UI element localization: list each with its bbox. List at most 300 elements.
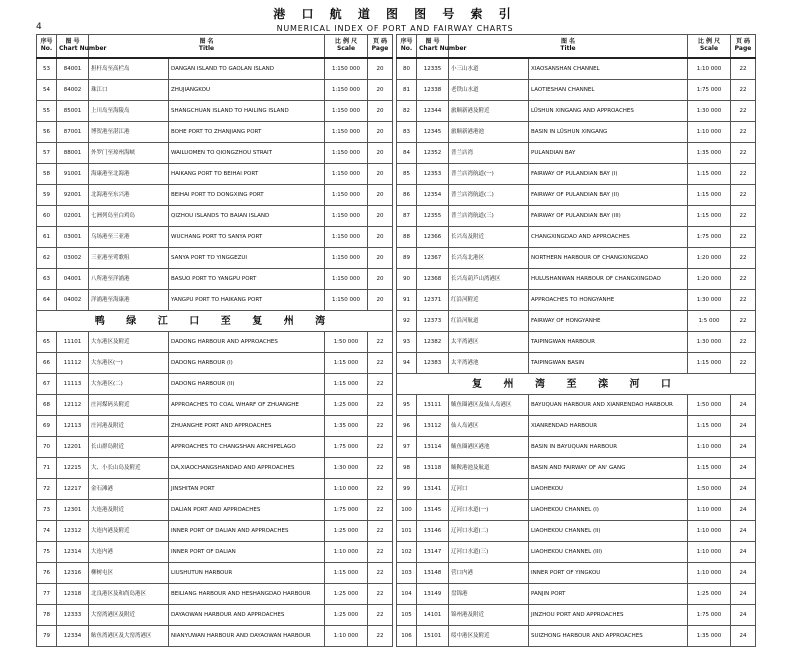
chart-scale: 1:150 000 [325, 227, 368, 248]
chart-title-en: INNER PORT OF DALIAN [169, 542, 325, 563]
header-chart-number [57, 35, 107, 59]
chart-title-zh: 洋浦港至海康港 [89, 290, 169, 311]
chart-title-en: LIAOHEKOU [529, 479, 688, 500]
row-number: 94 [397, 353, 417, 374]
table-row [397, 290, 756, 311]
page-ref: 24 [731, 542, 756, 563]
chart-scale: 1:15 000 [325, 374, 368, 395]
chart-title-zh: 大窑湾港区及附近 [89, 605, 169, 626]
page-ref: 20 [368, 185, 393, 206]
chart-scale: 1:5 000 [688, 311, 731, 332]
table-row [397, 80, 756, 101]
chart-title-zh: 辽河口 [449, 479, 529, 500]
chart-title-en: PULANDIAN BAY [529, 143, 688, 164]
chart-title-en: SANYA PORT TO YINGGEZUI [169, 248, 325, 269]
chart-number: 12382 [417, 332, 449, 353]
chart-title-en: WUCHANG PORT TO SANYA PORT [169, 227, 325, 248]
chart-number: 12353 [417, 164, 449, 185]
page-ref: 20 [368, 58, 393, 80]
chart-title-en: HAIKANG PORT TO BEIHAI PORT [169, 164, 325, 185]
table-row [37, 626, 393, 647]
chart-title-zh: 老铁山水道 [449, 80, 529, 101]
chart-scale: 1:35 000 [688, 143, 731, 164]
row-number: 65 [37, 332, 57, 353]
page-ref: 22 [368, 437, 393, 458]
chart-scale: 1:15 000 [688, 353, 731, 374]
chart-number: 12383 [417, 353, 449, 374]
table-row [37, 584, 393, 605]
chart-scale: 1:20 000 [688, 248, 731, 269]
row-number: 60 [37, 206, 57, 227]
row-number: 88 [397, 227, 417, 248]
chart-title-en: PANJIN PORT [529, 584, 688, 605]
row-number: 71 [37, 458, 57, 479]
page-ref: 20 [368, 248, 393, 269]
header-chart-number-en: Chart Number [59, 45, 107, 52]
chart-title-zh: 三亚港至莺歌咀 [89, 248, 169, 269]
chart-title-zh: 大东港区(一) [89, 353, 169, 374]
page-ref: 22 [368, 395, 393, 416]
chart-number: 13148 [417, 563, 449, 584]
row-number: 83 [397, 122, 417, 143]
table-row [397, 248, 756, 269]
page-ref: 24 [731, 605, 756, 626]
chart-title-zh: 长兴岛及附近 [449, 227, 529, 248]
chart-title-en: APPROACHES TO CHANGSHAN ARCHIPELAGO [169, 437, 325, 458]
chart-number: 12201 [57, 437, 89, 458]
header-title-en: Title [198, 45, 215, 52]
page-ref: 22 [368, 353, 393, 374]
table-row [397, 479, 756, 500]
header-scale-en: Scale [699, 45, 719, 52]
table-row [397, 521, 756, 542]
table-header [397, 35, 756, 59]
chart-title-zh: 太平湾港池 [449, 353, 529, 374]
header-scale-zh: 比 例 尺 [697, 38, 721, 46]
chart-number: 12314 [57, 542, 89, 563]
chart-number: 12354 [417, 185, 449, 206]
chart-title-en: XIAOSANSHAN CHANNEL [529, 58, 688, 80]
chart-title-zh: 上川岛至海陵岛 [89, 101, 169, 122]
chart-number: 13114 [417, 437, 449, 458]
table-row [37, 248, 393, 269]
row-number: 57 [37, 143, 57, 164]
page-ref: 24 [731, 626, 756, 647]
chart-number: 12334 [57, 626, 89, 647]
right-index-table [396, 34, 756, 647]
chart-title-en: LIAOHEKOU CHANNEL (I) [529, 500, 688, 521]
table-row [37, 605, 393, 626]
page-ref: 24 [731, 500, 756, 521]
chart-number: 13118 [417, 458, 449, 479]
table-row [397, 227, 756, 248]
page-ref: 22 [731, 185, 756, 206]
chart-title-en: ZHUJIANGKOU [169, 80, 325, 101]
row-number: 92 [397, 311, 417, 332]
row-number: 55 [37, 101, 57, 122]
table-row [397, 563, 756, 584]
header-chart-number [417, 35, 467, 59]
row-number: 100 [397, 500, 417, 521]
chart-title-en: NORTHERN HARBOUR OF CHANGXINGDAO [529, 248, 688, 269]
page-ref: 22 [731, 80, 756, 101]
header-chart-number-zh: 图 号 [65, 38, 80, 46]
row-number: 81 [397, 80, 417, 101]
chart-scale: 1:35 000 [325, 416, 368, 437]
chart-scale: 1:150 000 [325, 80, 368, 101]
table-row [397, 164, 756, 185]
chart-number: 12312 [57, 521, 89, 542]
chart-title-en: JINSHITAN PORT [169, 479, 325, 500]
page-ref: 22 [368, 479, 393, 500]
chart-scale: 1:150 000 [325, 164, 368, 185]
page-ref: 22 [731, 269, 756, 290]
page-ref: 22 [368, 542, 393, 563]
page-ref: 22 [368, 521, 393, 542]
row-number: 67 [37, 374, 57, 395]
header-scale [325, 35, 368, 59]
table-row [397, 353, 756, 374]
chart-title-en: DALIAN PORT AND APPROACHES [169, 500, 325, 521]
page-ref: 20 [368, 143, 393, 164]
chart-scale: 1:75 000 [688, 605, 731, 626]
header-scale-zh: 比 例 尺 [334, 38, 358, 46]
table-row [37, 290, 393, 311]
table-row [37, 437, 393, 458]
chart-number: 12113 [57, 416, 89, 437]
row-number: 82 [397, 101, 417, 122]
chart-title-zh: 长兴岛北港区 [449, 248, 529, 269]
chart-title-zh: 北良港区及和尚岛港区 [89, 584, 169, 605]
chart-title-en: BEIHAI PORT TO DONGXING PORT [169, 185, 325, 206]
page-ref: 22 [731, 227, 756, 248]
row-number: 104 [397, 584, 417, 605]
page-ref: 22 [368, 605, 393, 626]
chart-number: 12335 [417, 58, 449, 80]
chart-title-en: BAYUQUAN HARBOUR AND XIANRENDAO HARBOUR [529, 395, 688, 416]
chart-number: 15101 [417, 626, 449, 647]
chart-scale: 1:50 000 [688, 395, 731, 416]
chart-number: 12355 [417, 206, 449, 227]
page-ref: 22 [731, 143, 756, 164]
chart-title-en: DANGAN ISLAND TO GAOLAN ISLAND [169, 58, 325, 80]
chart-scale: 1:30 000 [688, 101, 731, 122]
chart-title-zh: 担杆岛至高栏岛 [89, 58, 169, 80]
chart-scale: 1:15 000 [688, 185, 731, 206]
chart-title-zh: 海康港至北海港 [89, 164, 169, 185]
header-seq [397, 35, 417, 59]
chart-title-en: FAIRWAY OF PULANDIAN BAY (III) [529, 206, 688, 227]
header-seq-en: No. [400, 45, 413, 52]
page-ref: 20 [368, 206, 393, 227]
chart-title-zh: 辽河口水道(一) [449, 500, 529, 521]
chart-number: 14101 [417, 605, 449, 626]
chart-title-zh: 乌场港至三亚港 [89, 227, 169, 248]
chart-title-zh: 普兰店湾航道(一) [449, 164, 529, 185]
chart-title-en: BEILIANG HARBOUR AND HESHANGDAO HARBOUR [169, 584, 325, 605]
chart-number: 13145 [417, 500, 449, 521]
chart-number: 13112 [417, 416, 449, 437]
chart-title-en: HULUSHANWAN HARBOUR OF CHANGXINGDAO [529, 269, 688, 290]
chart-number: 12368 [417, 269, 449, 290]
table-row [37, 80, 393, 101]
chart-scale: 1:20 000 [688, 269, 731, 290]
page-subtitle: NUMERICAL INDEX OF PORT AND FAIRWAY CHARTS [276, 24, 514, 33]
chart-number: 12344 [417, 101, 449, 122]
chart-title-en: BASIN IN BAYUQUAN HARBOUR [529, 437, 688, 458]
row-number: 101 [397, 521, 417, 542]
header-title-zh: 图 名 [199, 38, 214, 46]
row-number: 86 [397, 185, 417, 206]
row-number: 77 [37, 584, 57, 605]
chart-scale: 1:75 000 [688, 227, 731, 248]
table-row [397, 101, 756, 122]
chart-number: 13111 [417, 395, 449, 416]
chart-scale: 1:15 000 [325, 563, 368, 584]
page-ref: 22 [731, 248, 756, 269]
chart-title-zh: 营口内港 [449, 563, 529, 584]
chart-scale: 1:15 000 [688, 416, 731, 437]
header-page-zh: 页 码 [372, 38, 388, 46]
header-title [449, 35, 688, 59]
page-ref: 24 [731, 563, 756, 584]
chart-number: 92001 [57, 185, 89, 206]
chart-number: 13149 [417, 584, 449, 605]
chart-title-zh: 长山群岛附近 [89, 437, 169, 458]
row-number: 80 [397, 58, 417, 80]
page-ref: 22 [368, 458, 393, 479]
header-chart-number-en: Chart Number [419, 45, 467, 52]
row-number: 96 [397, 416, 417, 437]
page-ref: 22 [368, 374, 393, 395]
chart-title-en: WAILUOMEN TO QIONGZHOU STRAIT [169, 143, 325, 164]
header-seq-zh: 序号 [40, 38, 53, 46]
chart-number: 12371 [417, 290, 449, 311]
page-ref: 22 [731, 58, 756, 80]
chart-title-zh: 珠江口 [89, 80, 169, 101]
header-seq-en: No. [40, 45, 53, 52]
chart-title-zh: 大东港区及附近 [89, 332, 169, 353]
row-number: 62 [37, 248, 57, 269]
page-ref: 22 [731, 206, 756, 227]
header-page-en: Page [734, 45, 752, 52]
row-number: 99 [397, 479, 417, 500]
chart-title-zh: 大连内港及附近 [89, 521, 169, 542]
chart-title-en: APPROACHES TO COAL WHARF OF ZHUANGHE [169, 395, 325, 416]
header-title [89, 35, 325, 59]
row-number: 64 [37, 290, 57, 311]
chart-scale: 1:10 000 [688, 521, 731, 542]
table-row [397, 122, 756, 143]
row-number: 102 [397, 542, 417, 563]
chart-scale: 1:15 000 [688, 206, 731, 227]
chart-title-zh: 红沿河航道 [449, 311, 529, 332]
header-page-zh: 页 码 [735, 38, 751, 46]
chart-title-zh: 八所港至洋浦港 [89, 269, 169, 290]
row-number: 74 [37, 521, 57, 542]
table-row [397, 311, 756, 332]
chart-scale: 1:30 000 [325, 458, 368, 479]
row-number: 70 [37, 437, 57, 458]
section-row [37, 311, 393, 332]
header-scale [688, 35, 731, 59]
header-title-en: Title [560, 45, 576, 52]
header-page [368, 35, 393, 59]
chart-title-en: BASUO PORT TO YANGPU PORT [169, 269, 325, 290]
page-ref: 20 [368, 164, 393, 185]
chart-title-zh: 小三山水道 [449, 58, 529, 80]
chart-title-en: JINZHOU PORT AND APPROACHES [529, 605, 688, 626]
chart-scale: 1:150 000 [325, 143, 368, 164]
chart-title-en: LIAOHEKOU CHANNEL (II) [529, 521, 688, 542]
chart-scale: 1:50 000 [325, 332, 368, 353]
page-title: 港 口 航 道 图 图 号 索 引 [273, 7, 517, 21]
chart-title-zh: 绥中港区及附近 [449, 626, 529, 647]
chart-scale: 1:30 000 [688, 332, 731, 353]
chart-title-en: DADONG HARBOUR (I) [169, 353, 325, 374]
table-row [397, 206, 756, 227]
chart-number: 12215 [57, 458, 89, 479]
row-number: 84 [397, 143, 417, 164]
row-number: 78 [37, 605, 57, 626]
row-number: 58 [37, 164, 57, 185]
chart-scale: 1:25 000 [325, 605, 368, 626]
chart-title-en: LAOTIESHAN CHANNEL [529, 80, 688, 101]
table-row [397, 332, 756, 353]
chart-title-en: LÜSHUN XINGANG AND APPROACHES [529, 101, 688, 122]
chart-title-en: QIZHOU ISLANDS TO BAIAN ISLAND [169, 206, 325, 227]
table-row [397, 500, 756, 521]
chart-title-en: BASIN IN LÜSHUN XINGANG [529, 122, 688, 143]
chart-number: 88001 [57, 143, 89, 164]
page-ref: 20 [368, 80, 393, 101]
chart-scale: 1:25 000 [325, 521, 368, 542]
chart-number: 11101 [57, 332, 89, 353]
row-number: 69 [37, 416, 57, 437]
chart-title-en: NIANYUWAN HARBOUR AND DAYAOWAN HARBOUR [169, 626, 325, 647]
chart-title-en: APPROACHES TO HONGYANHE [529, 290, 688, 311]
chart-scale: 1:15 000 [325, 353, 368, 374]
row-number: 105 [397, 605, 417, 626]
chart-scale: 1:10 000 [688, 122, 731, 143]
chart-scale: 1:30 000 [688, 290, 731, 311]
chart-title-en: INNER PORT OF DALIAN AND APPROACHES [169, 521, 325, 542]
page-ref: 20 [368, 290, 393, 311]
chart-title-zh: 庄河港及附近 [89, 416, 169, 437]
chart-title-en: ZHUANGHE PORT AND APPROACHES [169, 416, 325, 437]
table-row [37, 353, 393, 374]
table-row [397, 605, 756, 626]
table-header [37, 35, 393, 59]
chart-title-en: DA,XIAOCHANGSHANDAO AND APPROACHES [169, 458, 325, 479]
chart-title-en: FAIRWAY OF PULANDIAN BAY (I) [529, 164, 688, 185]
chart-number: 11112 [57, 353, 89, 374]
table-row [397, 437, 756, 458]
table-row [397, 395, 756, 416]
page-ref: 22 [731, 101, 756, 122]
page-ref: 22 [368, 500, 393, 521]
chart-title-en: BOHE PORT TO ZHANJIANG PORT [169, 122, 325, 143]
chart-number: 12367 [417, 248, 449, 269]
chart-title-zh: 大连港及附近 [89, 500, 169, 521]
chart-number: 13141 [417, 479, 449, 500]
chart-title-en: FAIRWAY OF HONGYANHE [529, 311, 688, 332]
left-index-table [36, 34, 393, 647]
page-ref: 22 [368, 584, 393, 605]
chart-title-zh: 辽河口水道(二) [449, 521, 529, 542]
chart-number: 04002 [57, 290, 89, 311]
row-number: 106 [397, 626, 417, 647]
page-ref: 24 [731, 521, 756, 542]
table-body [37, 58, 393, 647]
chart-scale: 1:10 000 [688, 437, 731, 458]
table-row [397, 58, 756, 80]
chart-scale: 1:25 000 [325, 584, 368, 605]
table-row [397, 626, 756, 647]
table-body [397, 58, 756, 647]
table-row [397, 185, 756, 206]
header-page [731, 35, 756, 59]
chart-title-en: DAYAOWAN HARBOUR AND APPROACHES [169, 605, 325, 626]
table-row [37, 227, 393, 248]
chart-scale: 1:150 000 [325, 248, 368, 269]
header-title-zh: 图 名 [560, 38, 576, 46]
page-ref: 22 [731, 311, 756, 332]
table-row [397, 143, 756, 164]
header-page-en: Page [371, 45, 389, 52]
chart-title-zh: 金石滩港 [89, 479, 169, 500]
chart-scale: 1:15 000 [688, 458, 731, 479]
chart-title-zh: 普兰店湾 [449, 143, 529, 164]
chart-scale: 1:150 000 [325, 206, 368, 227]
table-row [37, 500, 393, 521]
chart-number: 12112 [57, 395, 89, 416]
table-row [37, 416, 393, 437]
table-row [37, 458, 393, 479]
chart-number: 12301 [57, 500, 89, 521]
chart-title-en: LIAOHEKOU CHANNEL (III) [529, 542, 688, 563]
chart-number: 12316 [57, 563, 89, 584]
chart-number: 04001 [57, 269, 89, 290]
table-row [397, 458, 756, 479]
table-row [37, 269, 393, 290]
chart-scale: 1:150 000 [325, 58, 368, 80]
chart-title-zh: 盘锦港 [449, 584, 529, 605]
page-ref: 22 [731, 332, 756, 353]
chart-title-zh: 大东港区(二) [89, 374, 169, 395]
chart-number: 13147 [417, 542, 449, 563]
chart-number: 12333 [57, 605, 89, 626]
row-number: 87 [397, 206, 417, 227]
chart-title-zh: 鲇鱼湾港区及大窑湾港区 [89, 626, 169, 647]
chart-scale: 1:75 000 [325, 437, 368, 458]
chart-number: 87001 [57, 122, 89, 143]
chart-title-zh: 辽河口水道(三) [449, 542, 529, 563]
chart-title-zh: 大、小长山岛及附近 [89, 458, 169, 479]
chart-scale: 1:150 000 [325, 185, 368, 206]
chart-number: 12338 [417, 80, 449, 101]
chart-title-zh: 大连内港 [89, 542, 169, 563]
table-row [37, 563, 393, 584]
row-number: 54 [37, 80, 57, 101]
chart-number: 91001 [57, 164, 89, 185]
chart-scale: 1:35 000 [688, 626, 731, 647]
chart-scale: 1:25 000 [688, 584, 731, 605]
table-row [397, 416, 756, 437]
table-row [37, 101, 393, 122]
row-number: 89 [397, 248, 417, 269]
table-row [397, 542, 756, 563]
